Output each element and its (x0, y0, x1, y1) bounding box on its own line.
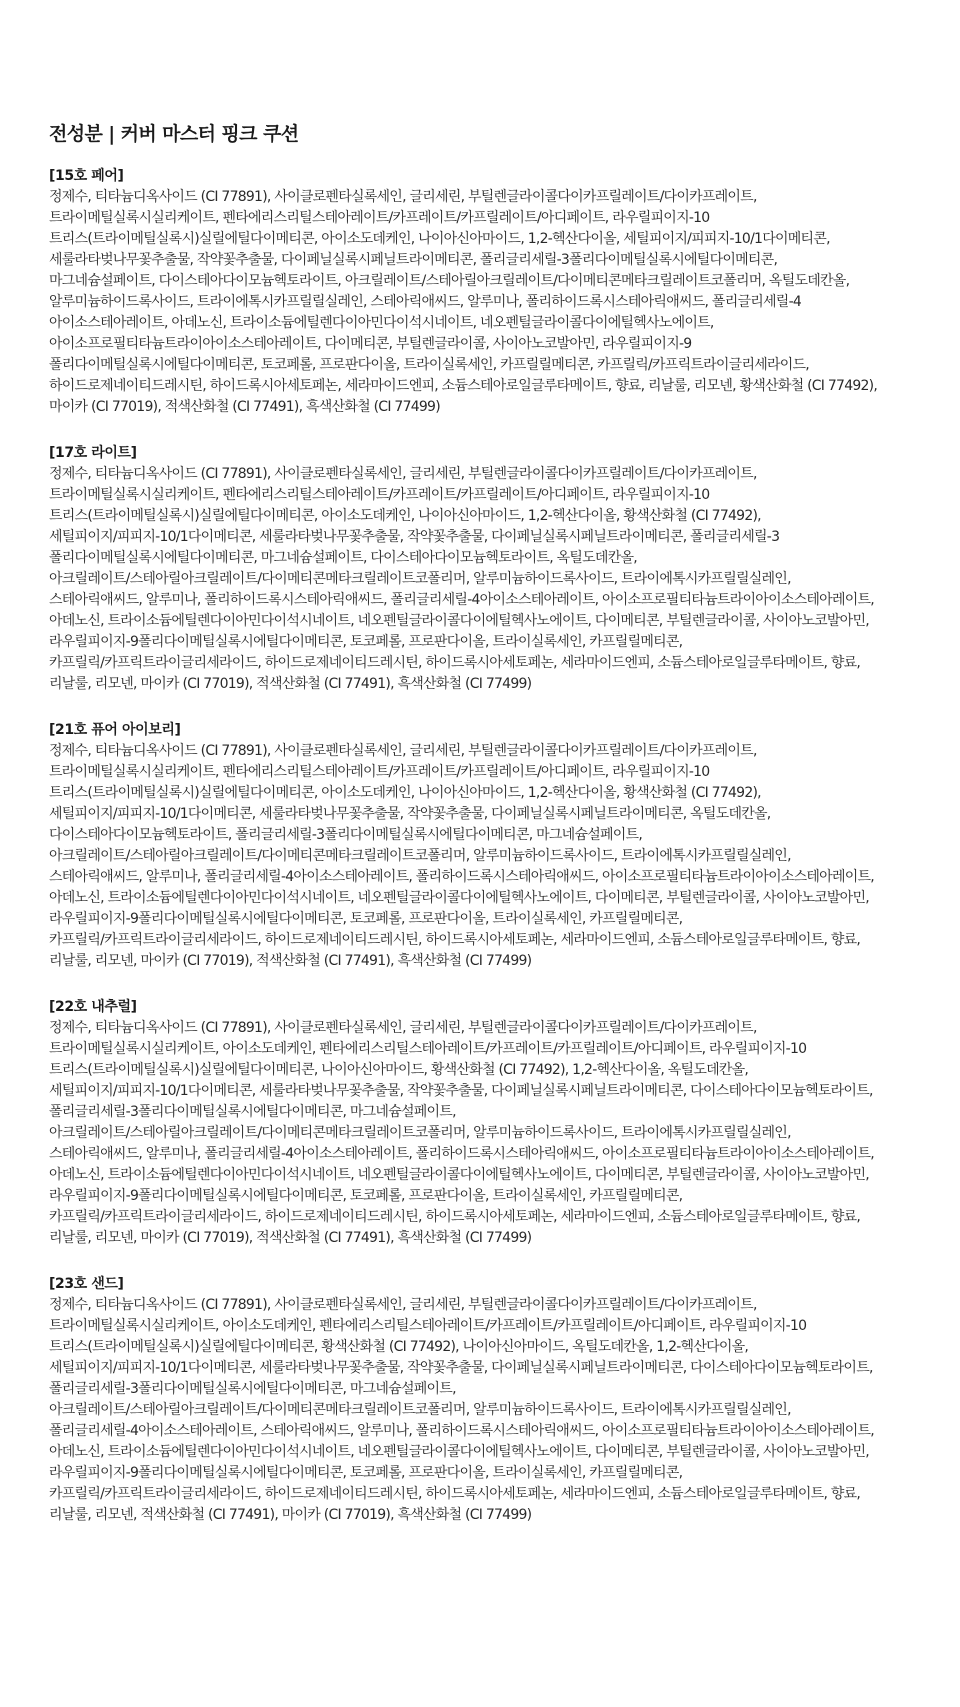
ingredient-sections (49, 166, 926, 1526)
ingredient-line: 세틸피이지/피피지-10/1다이메티콘, 세룰라타벚나무꽃추출물, 작약꽃추출물, 다이페닐실록시페닐트라이메티콘, 다이스테아다이모늄헥토라이트, (49, 1360, 873, 1376)
ingredient-line: 트라이메틸실록시실리케이트, 펜타에리스리틸스테아레이트/카프레이트/카프릴레이트/아디페이트, 라우릴피이지-10 (49, 764, 710, 780)
ingredient-line: 세틸피이지/피피지-10/1다이메티콘, 세룰라타벚나무꽃추출물, 작약꽃추출물, 다이페닐실록시페닐트라이메티콘, 옥틸도데칸올, (49, 806, 771, 822)
ingredient-line: 트라이메틸실록시실리케이트, 아이소도데케인, 펜타에리스리틸스테아레이트/카프레이트/카프릴레이트/아디페이트, 라우릴피이지-10 (49, 1041, 807, 1057)
ingredient-line: 아크릴레이트/스테아릴아크릴레이트/다이메티콘메타크릴레이트코폴리머, 알루미늄하이드록사이드, 트라이에톡시카프릴릴실레인, (49, 848, 791, 864)
ingredient-line: 폴리글리세릴-3폴리다이메틸실록시에틸다이메티콘, 마그네슘설페이트, (49, 1381, 456, 1397)
ingredient-line: 다이스테아다이모늄헥토라이트, 폴리글리세릴-3폴리다이메틸실록시에틸다이메티콘, 마그네슘설페이트, (49, 827, 643, 843)
shade-name: [21호 퓨어 아이보리] (49, 722, 181, 738)
ingredient-line: 아데노신, 트라이소듐에틸렌다이아민다이석시네이트, 네오펜틸글라이콜다이에틸헥사노에이트, 다이메티콘, 부틸렌글라이콜, 사이아노코발아민, (49, 890, 869, 906)
ingredient-line: 폴리다이메틸실록시에틸다이메티콘, 토코페롤, 프로판다이올, 트라이실록세인, 카프릴릴메티콘, 카프릴릭/카프릭트라이글리세라이드, (49, 357, 810, 373)
ingredient-line: 리날룰, 리모넨, 마이카 (CI 77019), 적색산화철 (CI 77491), 흑색산화철 (CI 77499) (49, 1230, 532, 1246)
ingredient-line: 정제수, 티타늄디옥사이드 (CI 77891), 사이클로펜타실록세인, 글리세린, 부틸렌글라이콜다이카프릴레이트/다이카프레이트, (49, 189, 757, 205)
ingredient-line: 카프릴릭/카프릭트라이글리세라이드, 하이드로제네이티드레시틴, 하이드록시아세토페논, 세라마이드엔피, 소듐스테아로일글루타메이트, 향료, (49, 1209, 861, 1225)
ingredient-line: 리날룰, 리모넨, 적색산화철 (CI 77491), 마이카 (CI 77019), 흑색산화철 (CI 77499) (49, 1507, 532, 1523)
ingredient-line: 정제수, 티타늄디옥사이드 (CI 77891), 사이클로펜타실록세인, 글리세린, 부틸렌글라이콜다이카프릴레이트/다이카프레이트, (49, 1020, 757, 1036)
shade-section (49, 166, 926, 418)
ingredient-line: 아데노신, 트라이소듐에틸렌다이아민다이석시네이트, 네오펜틸글라이콜다이에틸헥사노에이트, 다이메티콘, 부틸렌글라이콜, 사이아노코발아민, (49, 1167, 869, 1183)
ingredient-line: 세룰라타벚나무꽃추출물, 작약꽃추출물, 다이페닐실록시페닐트라이메티콘, 폴리글리세릴-3폴리다이메틸실록시에틸다이메티콘, (49, 252, 778, 268)
ingredient-line: 아크릴레이트/스테아릴아크릴레이트/다이메티콘메타크릴레이트코폴리머, 알루미늄하이드록사이드, 트라이에톡시카프릴릴실레인, (49, 571, 791, 587)
ingredient-line: 트라이메틸실록시실리케이트, 펜타에리스리틸스테아레이트/카프레이트/카프릴레이트/아디페이트, 라우릴피이지-10 (49, 487, 710, 503)
shade-name: [15호 페어] (49, 168, 124, 184)
ingredient-line: 스테아릭애씨드, 알루미나, 폴리글리세릴-4아이소스테아레이트, 폴리하이드록시스테아릭애씨드, 아이소프로필티타늄트라이아이소스테아레이트, (49, 1146, 874, 1162)
shade-name: [22호 내추럴] (49, 999, 137, 1015)
ingredient-line: 아크릴레이트/스테아릴아크릴레이트/다이메티콘메타크릴레이트코폴리머, 알루미늄하이드록사이드, 트라이에톡시카프릴릴실레인, (49, 1402, 791, 1418)
ingredient-line: 트라이메틸실록시실리케이트, 아이소도데케인, 펜타에리스리틸스테아레이트/카프레이트/카프릴레이트/아디페이트, 라우릴피이지-10 (49, 1318, 807, 1334)
ingredient-line: 아데노신, 트라이소듐에틸렌다이아민다이석시네이트, 네오펜틸글라이콜다이에틸헥사노에이트, 다이메티콘, 부틸렌글라이콜, 사이아노코발아민, (49, 613, 869, 629)
ingredient-line: 카프릴릭/카프릭트라이글리세라이드, 하이드로제네이티드레시틴, 하이드록시아세토페논, 세라마이드엔피, 소듐스테아로일글루타메이트, 향료, (49, 1486, 861, 1502)
ingredient-line: 아이소프로필티타늄트라이아이소스테아레이트, 다이메티콘, 부틸렌글라이콜, 사이아노코발아민, 라우릴피이지-9 (49, 336, 692, 352)
page-title: 전성분 | 커버 마스터 핑크 쿠션 (49, 123, 299, 145)
shade-section (49, 720, 926, 972)
shade-section (49, 443, 926, 695)
ingredient-line: 리날룰, 리모넨, 마이카 (CI 77019), 적색산화철 (CI 77491), 흑색산화철 (CI 77499) (49, 676, 532, 692)
shade-section (49, 997, 926, 1249)
ingredient-line: 라우릴피이지-9폴리다이메틸실록시에틸다이메티콘, 토코페롤, 프로판다이올, 트라이실록세인, 카프릴릴메티콘, (49, 911, 683, 927)
ingredient-line: 라우릴피이지-9폴리다이메틸실록시에틸다이메티콘, 토코페롤, 프로판다이올, 트라이실록세인, 카프릴릴메티콘, (49, 1465, 683, 1481)
ingredient-line: 정제수, 티타늄디옥사이드 (CI 77891), 사이클로펜타실록세인, 글리세린, 부틸렌글라이콜다이카프릴레이트/다이카프레이트, (49, 743, 757, 759)
ingredient-line: 스테아릭애씨드, 알루미나, 폴리하이드록시스테아릭애씨드, 폴리글리세릴-4아이소스테아레이트, 아이소프로필티타늄트라이아이소스테아레이트, (49, 592, 874, 608)
ingredient-line: 세틸피이지/피피지-10/1다이메티콘, 세룰라타벚나무꽃추출물, 작약꽃추출물, 다이페닐실록시페닐트라이메티콘, 폴리글리세릴-3 (49, 529, 780, 545)
ingredient-line: 스테아릭애씨드, 알루미나, 폴리글리세릴-4아이소스테아레이트, 폴리하이드록시스테아릭애씨드, 아이소프로필티타늄트라이아이소스테아레이트, (49, 869, 874, 885)
ingredient-line: 폴리다이메틸실록시에틸다이메티콘, 마그네슘설페이트, 다이스테아다이모늄헥토라이트, 옥틸도데칸올, (49, 550, 637, 566)
ingredient-line: 정제수, 티타늄디옥사이드 (CI 77891), 사이클로펜타실록세인, 글리세린, 부틸렌글라이콜다이카프릴레이트/다이카프레이트, (49, 466, 757, 482)
ingredient-line: 세틸피이지/피피지-10/1다이메티콘, 세룰라타벚나무꽃추출물, 작약꽃추출물, 다이페닐실록시페닐트라이메티콘, 다이스테아다이모늄헥토라이트, (49, 1083, 873, 1099)
ingredient-line: 아크릴레이트/스테아릴아크릴레이트/다이메티콘메타크릴레이트코폴리머, 알루미늄하이드록사이드, 트라이에톡시카프릴릴실레인, (49, 1125, 791, 1141)
ingredient-line: 트리스(트라이메틸실록시)실릴에틸다이메티콘, 나이아신아마이드, 황색산화철 (CI 77492), 1,2-헥산다이올, 옥틸도데칸올, (49, 1062, 749, 1078)
ingredient-line: 마그네슘설페이트, 다이스테아다이모늄헥토라이트, 아크릴레이트/스테아릴아크릴레이트/다이메티콘메타크릴레이트코폴리머, 옥틸도데칸올, (49, 273, 850, 289)
shade-name: [23호 샌드] (49, 1276, 124, 1292)
ingredient-line: 폴리글리세릴-4아이소스테아레이트, 스테아릭애씨드, 알루미나, 폴리하이드록시스테아릭애씨드, 아이소프로필티타늄트라이아이소스테아레이트, (49, 1423, 874, 1439)
ingredient-line: 아이소스테아레이트, 아데노신, 트라이소듐에틸렌다이아민다이석시네이트, 네오펜틸글라이콜다이에틸헥사노에이트, (49, 315, 714, 331)
ingredient-line: 리날룰, 리모넨, 마이카 (CI 77019), 적색산화철 (CI 77491), 흑색산화철 (CI 77499) (49, 953, 532, 969)
ingredient-line: 트리스(트라이메틸실록시)실릴에틸다이메티콘, 아이소도데케인, 나이아신아마이드, 1,2-헥산다이올, 세틸피이지/피피지-10/1다이메티콘, (49, 231, 830, 247)
ingredient-line: 트리스(트라이메틸실록시)실릴에틸다이메티콘, 아이소도데케인, 나이아신아마이드, 1,2-헥산다이올, 황색산화철 (CI 77492), (49, 508, 761, 524)
ingredient-line: 아데노신, 트라이소듐에틸렌다이아민다이석시네이트, 네오펜틸글라이콜다이에틸헥사노에이트, 다이메티콘, 부틸렌글라이콜, 사이아노코발아민, (49, 1444, 869, 1460)
ingredient-line: 트리스(트라이메틸실록시)실릴에틸다이메티콘, 황색산화철 (CI 77492), 나이아신아마이드, 옥틸도데칸올, 1,2-헥산다이올, (49, 1339, 749, 1355)
ingredient-line: 마이카 (CI 77019), 적색산화철 (CI 77491), 흑색산화철 (CI 77499) (49, 399, 440, 415)
ingredient-line: 정제수, 티타늄디옥사이드 (CI 77891), 사이클로펜타실록세인, 글리세린, 부틸렌글라이콜다이카프릴레이트/다이카프레이트, (49, 1297, 757, 1313)
shade-section (49, 1274, 926, 1526)
ingredient-line: 카프릴릭/카프릭트라이글리세라이드, 하이드로제네이티드레시틴, 하이드록시아세토페논, 세라마이드엔피, 소듐스테아로일글루타메이트, 향료, (49, 932, 861, 948)
ingredient-line: 폴리글리세릴-3폴리다이메틸실록시에틸다이메티콘, 마그네슘설페이트, (49, 1104, 456, 1120)
ingredient-line: 하이드로제네이티드레시틴, 하이드록시아세토페논, 세라마이드엔피, 소듐스테아로일글루타메이트, 향료, 리날룰, 리모넨, 황색산화철 (CI 77492), (49, 378, 878, 394)
shade-name: [17호 라이트] (49, 445, 137, 461)
ingredient-line: 라우릴피이지-9폴리다이메틸실록시에틸다이메티콘, 토코페롤, 프로판다이올, 트라이실록세인, 카프릴릴메티콘, (49, 634, 683, 650)
ingredient-line: 카프릴릭/카프릭트라이글리세라이드, 하이드로제네이티드레시틴, 하이드록시아세토페논, 세라마이드엔피, 소듐스테아로일글루타메이트, 향료, (49, 655, 861, 671)
ingredient-line: 트리스(트라이메틸실록시)실릴에틸다이메티콘, 아이소도데케인, 나이아신아마이드, 1,2-헥산다이올, 황색산화철 (CI 77492), (49, 785, 761, 801)
ingredient-line: 라우릴피이지-9폴리다이메틸실록시에틸다이메티콘, 토코페롤, 프로판다이올, 트라이실록세인, 카프릴릴메티콘, (49, 1188, 683, 1204)
ingredient-line: 트라이메틸실록시실리케이트, 펜타에리스리틸스테아레이트/카프레이트/카프릴레이트/아디페이트, 라우릴피이지-10 (49, 210, 710, 226)
ingredient-line: 알루미늄하이드록사이드, 트라이에톡시카프릴릴실레인, 스테아릭애씨드, 알루미나, 폴리하이드록시스테아릭애씨드, 폴리글리세릴-4 (49, 294, 802, 310)
